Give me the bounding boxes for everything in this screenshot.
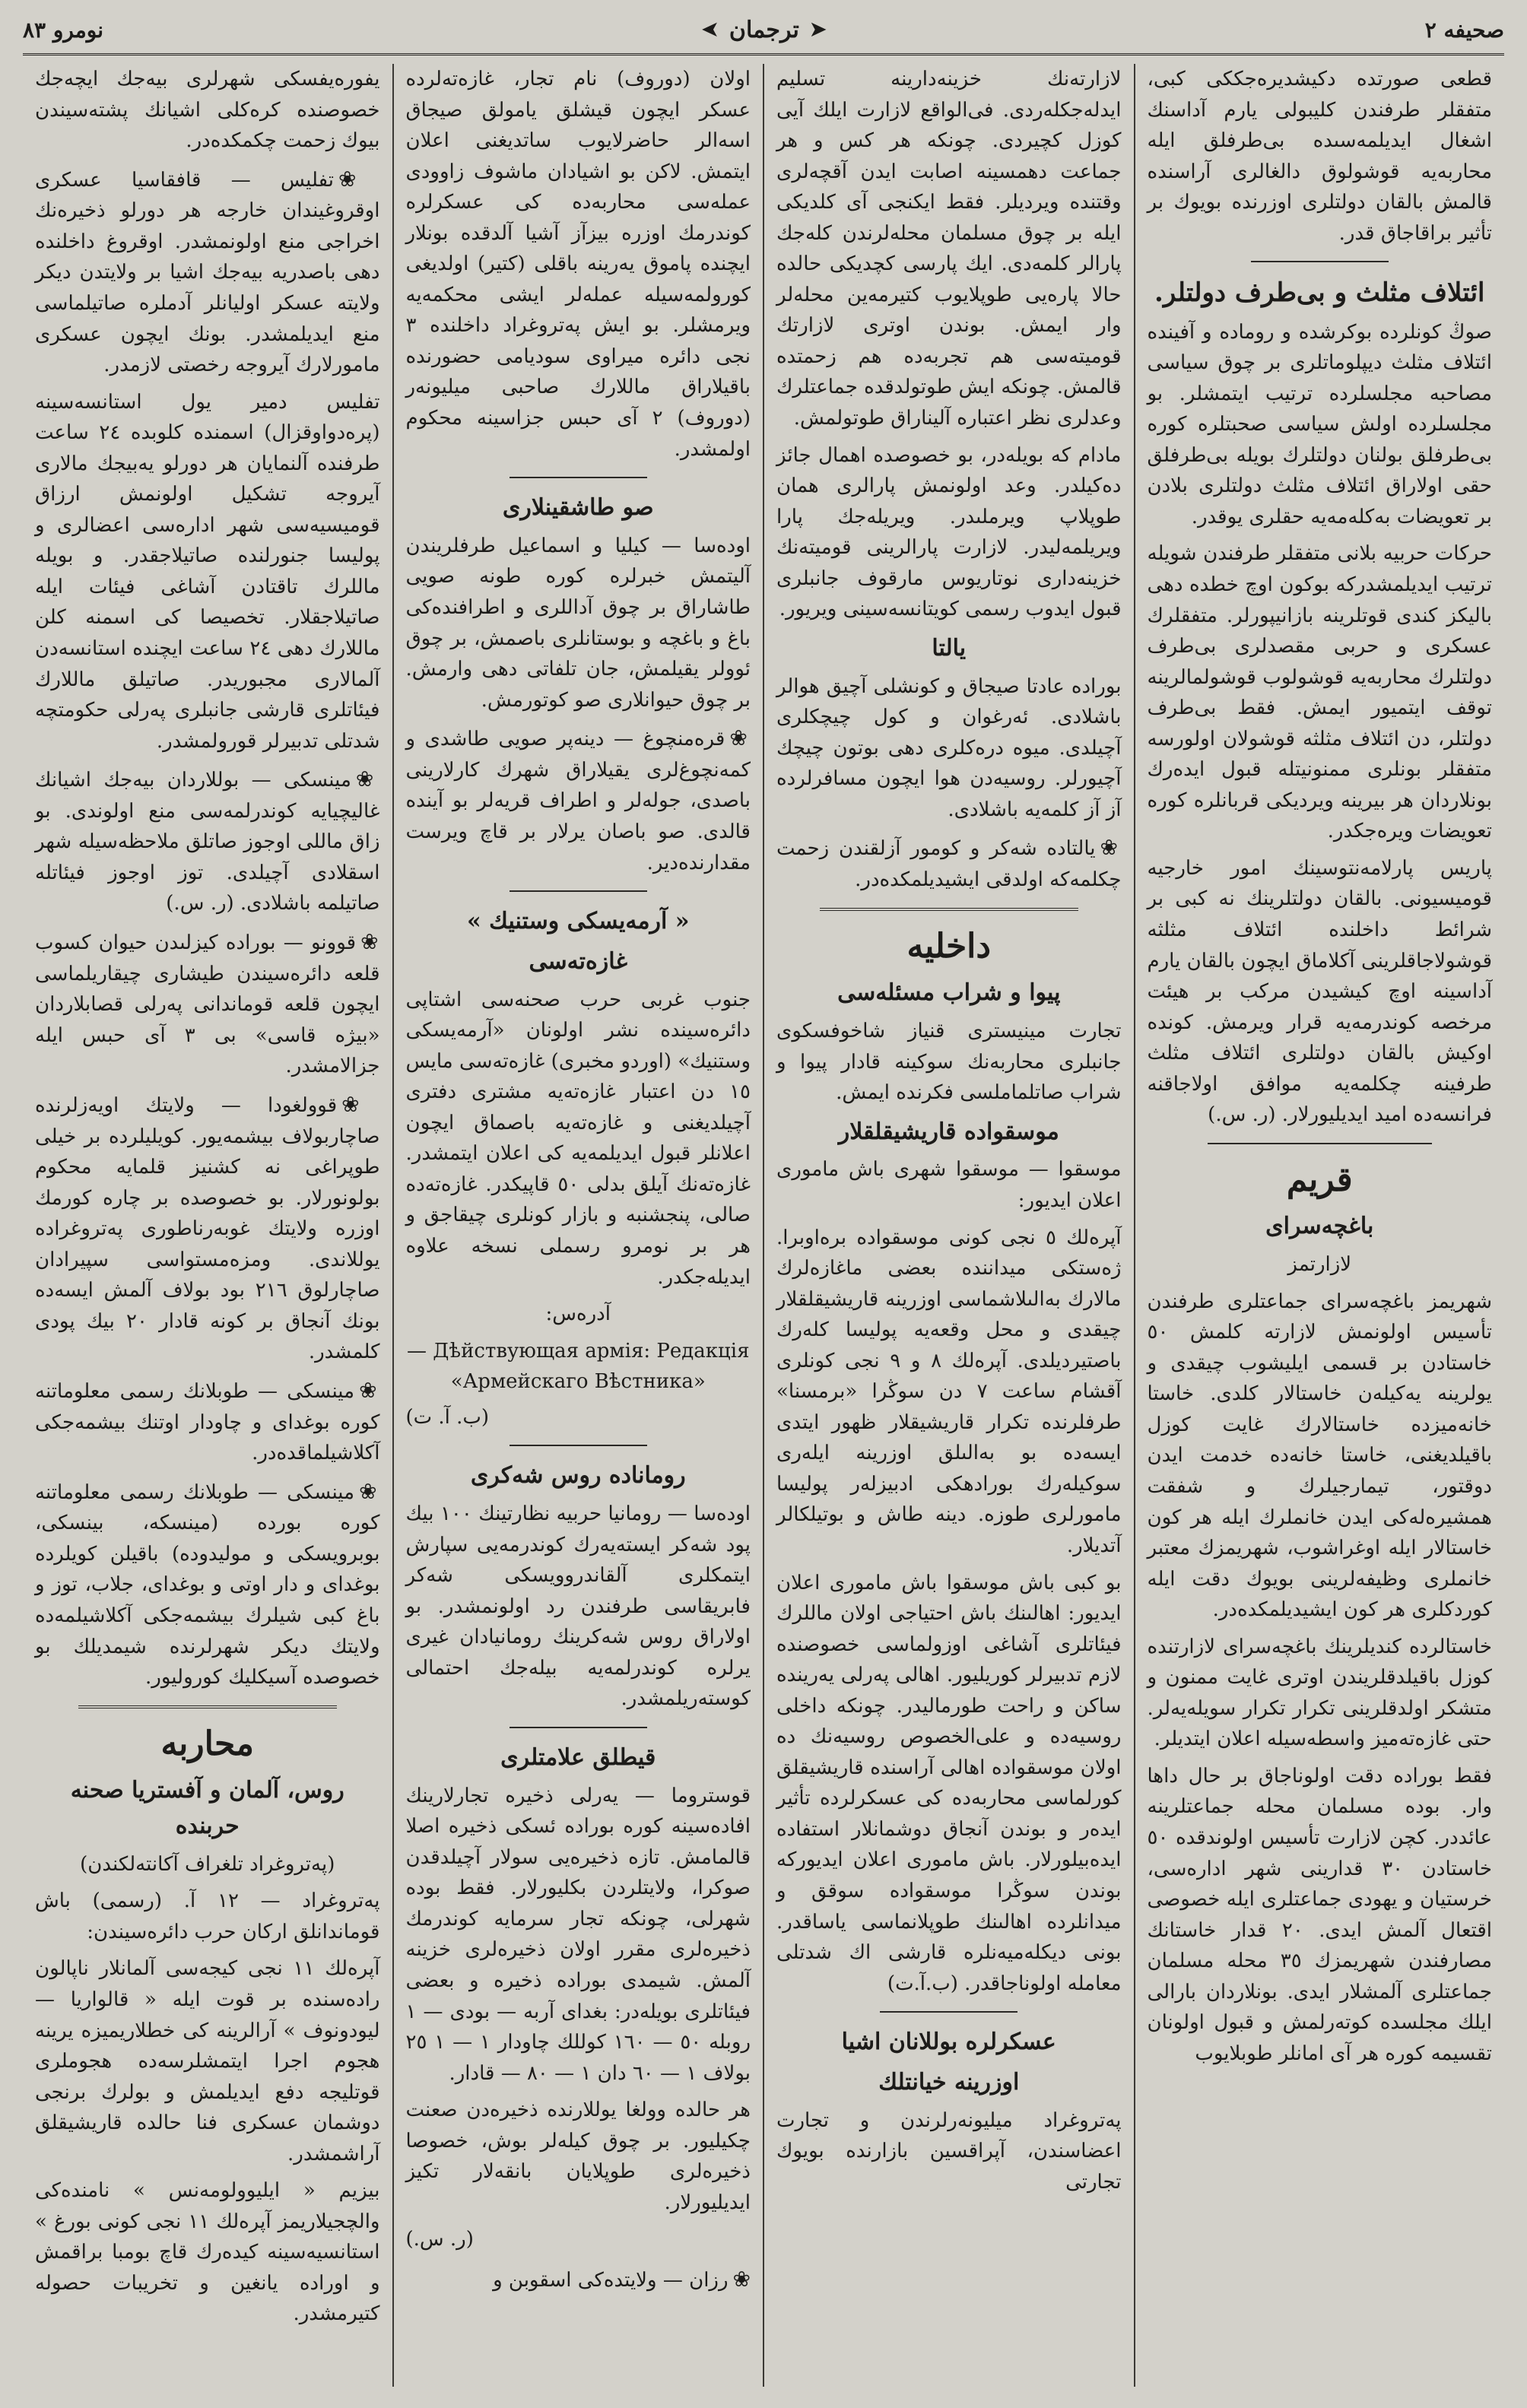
text-content: روماناده روس شەكرى bbox=[470, 1462, 686, 1490]
text-content: رزان — ولايتده‌كى اسقوبن و bbox=[493, 2268, 729, 2292]
article-paragraph bbox=[35, 163, 380, 381]
article-paragraph bbox=[406, 531, 751, 715]
text-content: مينسكى — طوبلانك رسمى معلوماتنه كوره بوغداى و چاودار اوتنك بيشمەجكى آكلاشيلماقدەدر. bbox=[35, 1379, 380, 1465]
article-paragraph bbox=[35, 763, 380, 919]
article-subheading bbox=[406, 1458, 751, 1494]
text-content: روس، آلمان و آفستريا صحنه حربنده bbox=[70, 1777, 344, 1840]
section-divider bbox=[510, 477, 647, 478]
text-content: تفليس دمير يول استانسەسينه (پرەدواوقزال) اسمنده كلوبده ٢٤ ساعت طرفنده آلنمايان هر دورلو يەبيجك مالارى آيروجه تشكيل اولونمش ارزاق قوميسيەسى شهر ادارەسى اعضالرى و پوليسا جنورلنده صاتيلاجقدر. و بويله ماللرك تاقتادن آشاغى فيئات ايله صاتيلاجقلار. تخصيصا كى اسمنه كلن ماللارك دهى ٢٤ ساعت ايچنده استانسەدن آلمالارى مجبوريدر. صاتيلق ماللارك فيئاتلرى قارشى جانبلرى پەرلى حكومتچه شدتلى تدبيرلر قورولمشدر. bbox=[35, 390, 380, 753]
flower-ornament-icon: ❀ bbox=[732, 2266, 751, 2292]
article-paragraph bbox=[35, 1374, 380, 1469]
paper-title-group bbox=[702, 17, 827, 43]
article-paragraph bbox=[776, 1016, 1122, 1109]
text-content: اودەسا — رومانيا حربيه نظارتينك ١٠٠ بيك پود شەكر ايستەيەرك كوندرمەيى سپارش ايتمكلرى آلقاندروويسكى شەكر فابريقاسى طرفندن رد اولونمشدر. بو اولاراق روس شەكرينك رومانيادان غيرى يرلره كوندرلمەيه بيلەجك احتمالى كوستەريلمشدر. bbox=[405, 1502, 751, 1711]
article-paragraph bbox=[1148, 1286, 1493, 1626]
text-content: بوراده عادتا صيجاق و كونشلى آچيق هوالر باشلادى. ئەرغوان و كول چيچكلرى آچيلدى. ميوه دره‌كلرى دهى بوتون چيچك آچيورلر. روسيەدن هوا ايچون مسافرلرده آز آز كلمەيه باشلادى. bbox=[776, 674, 1122, 821]
text-content: اوزرينه خيانتلك bbox=[878, 2068, 1020, 2095]
text-content: غازەتەسى bbox=[529, 947, 628, 975]
page-number: صحيفه ٢ bbox=[1424, 17, 1504, 43]
article-paragraph bbox=[406, 1499, 751, 1715]
article-paragraph bbox=[35, 1953, 380, 2169]
section-divider bbox=[1208, 1143, 1432, 1144]
article-signature bbox=[406, 1402, 751, 1433]
flower-ornament-icon: ❀ bbox=[341, 1091, 380, 1117]
text-content: عسكرلره بوللانان اشيا bbox=[841, 2029, 1056, 2056]
text-content: مينسكى — طوبلانك رسمى معلوماتنه كوره بورده (مينسكه، بينسكى، بوبرويسكى و موليدوده) باقيلن كويلرده بوغداى و دار اوتى و بوغداى، جلاب، توز و باغ كبى شيلرك بيشمەجكى آكلاشيلمەده ولايتك ديكر شهرلرنده شيمديلك بو خصوصده آسيكليك كوروليور. bbox=[35, 1480, 380, 1689]
article-paragraph bbox=[35, 1475, 380, 1693]
text-content: باغچه‌سراى bbox=[1265, 1213, 1374, 1240]
article-paragraph bbox=[776, 1154, 1122, 1216]
article-headline bbox=[1148, 274, 1493, 312]
flower-ornament-icon: ❀ bbox=[359, 1478, 380, 1504]
text-content: خاستالرده كنديلرينك باغچه‌سراى لازارتنده كوزل باقيلدقلريندن اوترى غايت ممنون و متشكر اولدقلرينى تكرار تكرار سويلەيەلر. حتى غازەتەميز واسطەسيلە اعلان ايتديلر. bbox=[1147, 1635, 1492, 1751]
text-content: قوونو — بوراده كيزلىدن حيوان كسوب قلعه دائرەسيندن طيشارى چيقاريلماسى ايچون قلعه قوماندانى پەرلى قصابلاردان «بيژه قاسى» بى ٣ آى حبس ايله جزالامشدر. bbox=[35, 931, 380, 1078]
text-content: (ر. س.) bbox=[405, 2228, 474, 2251]
section-divider bbox=[1251, 261, 1389, 262]
article-paragraph bbox=[406, 2095, 751, 2218]
article-paragraph bbox=[406, 64, 751, 465]
text-content: پەتروغراد — ١٢ آ. (رسمى) باش قوماندانلق اركان حرب دائرەسيندن: bbox=[35, 1889, 380, 1943]
text-content: جنوب غربى حرب صحنەسى اشتاپى دائرەسينده نشر اولونان «آرمەيسكى وستنيك» (اوردو مخبرى) غازەتەسى مايس ١٥ دن اعتبار غازەتەيه مشترى دفترى آچيلديغنى و غازەتەيه باصماق ايچون اعلانلر قبول ايديلمەيه كى اعلان ايتمشدر. غازەتەنك آيلق بدلى ٥٠ قاپيكدر. غازەتەده صالى، پنجشنبه و بازار كونلرى چيقاجق و هر بر نومرو رسملى نسخە علاوه ايديلەجكدر. bbox=[405, 988, 751, 1289]
text-content: « آرمەيسكى وستنيك » bbox=[466, 908, 690, 935]
section-divider bbox=[78, 1705, 337, 1708]
arrow-left-icon: ➤ bbox=[702, 18, 719, 41]
section-heading bbox=[1148, 1156, 1493, 1204]
section-divider bbox=[880, 2011, 1017, 2013]
text-content: محاربه bbox=[160, 1724, 254, 1763]
text-content: داخليه bbox=[906, 926, 991, 966]
flower-ornament-icon: ❀ bbox=[359, 1377, 380, 1403]
article-paragraph bbox=[35, 64, 380, 157]
text-content: بيزيم « ايليوولومەنس » نامندەكى والچجيلاريمز آپرەلك ١١ نجى كونى بورغ » استانسيەسينه كيدەرك قاچ بومبا براقمش و اوراده يانغين و تخريبات حصوله كتيرمشدر. bbox=[35, 2179, 380, 2326]
flower-ornament-icon: ❀ bbox=[1100, 835, 1122, 861]
text-content: آپرەلك ١١ نجى كيجەسى آلمانلار ناپالون رادەسنده بر قوت ايله « قالواريا — ليودونوف » آرالرينه كى خطلاريميزه يرينه هجوم اجرا ايتمشلرسەده هجوملرى قوتليجه دفع ايديلمش و بولرك برنجى دوشمان عسكرى فنا حالده قاريشيقلق آراشمشدر. bbox=[35, 1957, 380, 2165]
text-content: لازارتەنك خزينەدارينە تسليم ايدلەجكلەردى. فى‌الواقع لازارت ايلك آيى كوزل كچيردى. چونكه هر كس و هر جماعت دهمسينه اصابت ايدن آقچەلرى وقتنده ويرديلر. فقط ايكنجى آى كلديكى ايله بر چوق مسلمان محلەلرندن كلەجك پارالر كلمەدى. ايك پارسى كچديكى حالده حالا پاره‌يى طوپلايوب كتيرمەين محلەلر وار ايمش. بوندن اوترى لازارتك قوميتەسى هم تجربەده هم زحمتده قالمش. چونكه ايش طوتولدقده جماعتلرك وعدلرى نظر اعتباره آليناراق طوتولمش. bbox=[776, 68, 1122, 430]
article-paragraph bbox=[1148, 538, 1493, 846]
text-content: موسقواده قاريشيقلقلار bbox=[838, 1118, 1059, 1145]
text-content: پەتروغراد ميليونەرلرندن و تجارت اعضاسندن، آپراقسين بازارنده بويوك تجارتى bbox=[776, 2108, 1122, 2194]
columns bbox=[23, 64, 1504, 2387]
text-content: مادام كه بويلەدر، بو خصوصده اهمال جائز دەكيلدر. وعد اولونمش پارالرى همان طوپلاپ ويرملىدر. ويريلەجك پارا ويريلمەليدر. لازارت پارالرينى قوميتەنك خزينەدارى نوتاريوس مارقوف جانبلرى قبول ايدوب رسمى كويتانسەسينى ويريور. bbox=[776, 443, 1122, 621]
text-content: يالتا bbox=[932, 634, 967, 661]
article-paragraph bbox=[776, 671, 1122, 826]
text-content: قيطلق علامتلرى bbox=[500, 1743, 656, 1771]
text-content: لازارتمز bbox=[1287, 1253, 1352, 1277]
flower-ornament-icon: ❀ bbox=[360, 929, 380, 955]
text-content: يالتاده شەكر و كومور آزلقندن زحمت چكلمەكه اولدقى ايشيديلمكدەدر. bbox=[776, 837, 1122, 892]
article-paragraph bbox=[406, 1781, 751, 2089]
article-paragraph bbox=[406, 2263, 751, 2296]
section-divider bbox=[510, 1727, 647, 1728]
article-paragraph bbox=[1148, 64, 1493, 249]
article-subheading bbox=[776, 631, 1122, 667]
article-paragraph bbox=[35, 1088, 380, 1368]
issue-number: نومرو ٨٣ bbox=[23, 17, 104, 43]
article-paragraph bbox=[776, 64, 1122, 434]
text-content: پيوا و شراب مسئلەسى bbox=[837, 979, 1061, 1007]
text-content: بو كبى باش موسقوا باش مامورى اعلان ايديور: اهالىنك باش احتياجى اولان ماللرك فيئاتلرى آشاغى اوزولماسى خصوصنده لازم تدبيرلر كوريليور. اهالى پەرلى يەرينده ساكن و راحت طورماليدر. چونكه داخلى روسيەده و على‌الخصوص روسيەنك ده اولان موسقواده اهالى آراسنده قاريشيقلق كورلماسى محاربەده كى عسكرلرده تأثير ايدەر و بوندن آنجاق دوشمانلار استفاده ايدەبيلورلار. باش مامورى اعلان ايديوركه بوندن سوڭرا موسقواده سوقق و ميدانلرده اهالىنك طوپلانماسى ياساقدر. بونى ديكلەميەنلره قارشى اك شدتلى معامله اولوناجاقدر. (ب.آ.ت) bbox=[776, 1571, 1122, 1995]
article-paragraph bbox=[1148, 853, 1493, 1131]
text-content: ائتلاف مثلث و بى‌طرف دولتلر. bbox=[1154, 278, 1485, 309]
article-note bbox=[1148, 1249, 1493, 1280]
text-content: قطعى صورتده دكيشديرەجككى كبى، متفقلر طرفندن كليبولى يارم آداسنك اشغال ايديلمەسىده بى‌طرفلق ايله محاربەيه قوشولوق دالغالرى آراسنده قالمش بالقان دولتلرى اوزرنده بويوك بر تأثير براقاجاق قدر. bbox=[1147, 68, 1492, 245]
text-content: پاريس پارلامەنتوسينك امور خارجيه قوميسيونى. بالقان دولتلرينك نه كبى بر شرائط داخلنده ائتلاف مثلثه قوشولاجاقلرينى آكلاماق ايچون بالقان يارم آداسينه اوچ كيشيدن مركب بر هيئت مرخصه كوندرمەيه قرار ويرمش. كونده اوكيش بالقان دولتلرى ائتلاف مثلث طرفينه چكلمەيه موافق اولاجاقنه فرانسەده اميد ايديليورلار. (ر. س.) bbox=[1147, 856, 1492, 1127]
text-content: قوولغودا — ولايتك اويەزلرنده صاچاربولاف بيشمەيور. كويليلرده بر خيلى طوپراغى نه كشنيز قلمايه محكوم بولونورلار. بو خصوصده بر چاره كورمك اوزره ولايتك غوبەرناطورى پەتروغراده يوللاندى. ومزەمستواسى سپيرادان صاچارلوق ٢١٦ بود بولاف آلمش ايسەده بونك آنجاق بر كونه قادار ٢٠ بيك پودى كلمشدر. bbox=[35, 1093, 380, 1364]
article-paragraph bbox=[35, 1886, 380, 1947]
text-content: اولان (دوروف) نام تجار، غازەتەلرده عسكر ايچون قيشلق يامولق صيجاق اسەالر حاضرلايوب ساتديغنى اعلان ايتمش. لاكن بو اشيادان ماشوف زاوودى عملەسى محاربەده كى عسكرلره كوندرمك اوزره بيزآز آشيا آلدقده بونلار ايچنده پاموق يەرينه باقلى (كتير) اولديغى كورولمەسيلە عملەلر ايشى محكمەيه ويرمشلر. بو ايش پەتروغراد داخلنده ٣ نجى دائره ميراوى سوديامى حضورنده باقيلاراق ماللارك صاحبى ميليونەر (دوروف) ٢ آى حبس جزاسينه محكوم اولمشدر. bbox=[405, 68, 751, 461]
article-subheading bbox=[1148, 1209, 1493, 1245]
arrow-right-icon: ➤ bbox=[809, 18, 827, 41]
column-4 bbox=[23, 64, 392, 2387]
text-content: صوڭ كونلرده بوكرشده و روماده و آفينده ائتلاف مثلث ديپلوماتلرى بر چوق سياسى مصاحبه مجلسلرده ترتيب ايتمشلر. بو مجلسلرده اولش سياسى صحبتلره كوره بى‌طرفلق بولنان دولتلرك بويله بى‌طرفلق حقى اولاراق ائتلاف مثلث دولتلرى بلادن بر تعويضات بەكلەمەيه حقلرى يوقدر. bbox=[1147, 320, 1492, 528]
text-content: موسقوا — موسقوا شهرى باش مامورى اعلان ايديور: bbox=[776, 1158, 1122, 1212]
column-3 bbox=[392, 64, 764, 2387]
text-content: اودەسا — كيليا و اسماعيل طرفلريندن آليتمش خبرلره كوره طونه صويى طاشاراق بر چوق آداللرى و اطرافندەكى باغ و باغچه و بوستانلرى باصمش، بر چوق ئوولر يقيلمش، جان تلفاتى دهى وارمش. بر چوق حيوانلارى صو كوتورمش. bbox=[405, 534, 751, 712]
text-content: شهريمز باغچه‌سراى جماعتلرى طرفندن تأسيس اولونمش لازارته كلمش ٥٠ خاستادن بر قسمى ايليشوب چيقدى و يولرينه يەكيلەن خاستالار كلدى. خاستا خانەميزده خاستالارك غايت كوزل باقيلديغنى، خاستا خانەده خدمت ايدن دوقتور، تيمارجيلرك و شفقت همشيرەلەكى ايدن خانملرك ايله هر كون خاستالار ايله اوغراشوب، شهريمزك معتبر خانملرى وظيفەلرينى بويوك دقت ايله كوردكلرى هر كون ايشيديلمكدەدر. bbox=[1147, 1290, 1492, 1622]
article-paragraph bbox=[1148, 1632, 1493, 1755]
text-content: آپرەلك ٥ نجى كونى موسقواده برەاوبرا. ژەستكى ميداننده بعضى ماغازەلرك مالارك بەالىلاشماسى اوزرينه قاريشيقلقلار چيقدى و محل وقعەيه پوليسا كلەرك باصتيرديلدى. آپرەلك ٨ و ٩ نجى كونلرى آقشام ساعت ٧ دن سوڭرا «برمسنا» طرفلرنده تكرار قاريشيقلار ظهور ايتدى ايسه‌ده بو بەالىلق اوزرينه ايلەرى سوكيلەرك بورادهكى ادبيزلەر پوليسا مامورلرى طوزه. دينه طاش و بوتيلكالر آتديلار. bbox=[776, 1226, 1122, 1557]
masthead bbox=[23, 6, 1504, 56]
article-subheading bbox=[406, 1740, 751, 1776]
section-heading bbox=[35, 1721, 380, 1768]
column-1 bbox=[1134, 64, 1505, 2387]
section-divider bbox=[510, 1445, 647, 1446]
article-paragraph bbox=[776, 440, 1122, 625]
article-paragraph bbox=[406, 722, 751, 878]
article-paragraph bbox=[35, 387, 380, 757]
article-subheading bbox=[35, 1773, 380, 1845]
text-content: مينسكى — بوللاردان بيەجك اشيانك غاليچيايه كوندرلمەسى منع اولوندى. بو زاق ماللى اوجوز صاتلق ملاحظەسيله شهر اسقلادى آچيلدى. توز اوجوز فيئاتله صاتيلمه باشلادى. (ر. س.) bbox=[35, 769, 380, 915]
text-content: قوستروما — يەرلى ذخيره تجارلارينك افادەسينه كوره بوراده ئسكى ذخيره اصلا قالمامش. تازه ذخيرەيى سولار آچيلدقدن صوكرا، ولايتلردن بكليورلار. فقط بوده شهرلى، چونكه تجار سرمايه كوندرمك ذخيرەلرى مقرر اولان ذخيرەلرى خزينه آلمش. شيمدى بوراده ذخيره و بعضى فيئاتلرى بويلەدر: بغداى آربه — بودى — ١ روبله ٥٠ — ١٦٠ كوللك چاودار ١ — ١ ٢٥ بولاف ١ — ٦٠ دان ١ — ٨٠ — قادار. bbox=[405, 1784, 751, 2085]
text-content: فقط بوراده دقت اولوناجاق بر حال داها وار. بوده مسلمان محله جماعتلرينه عائددر. كچن لازارت تأسيس اولوندقده ٥٠ خاستادن ٣٠ قدارينى شهر ادارەسى، خرستيان و يهودى جماعتلرى ايله خصوصى اقتعال آلمش ايدى. ٢٠ قدار خاستانك مصارفندن شهريمزك ٣٥ محله مسلمان جماعتلرى آلمشلار ايدى. بونلاردان بارالى ايلك مجلسده كوتەرلمش و قبول اولونان تقسيمە كوره هر آى امانلر طوبلايوب bbox=[1147, 1764, 1492, 2065]
article-paragraph bbox=[1148, 1761, 1493, 2069]
article-note bbox=[35, 1849, 380, 1880]
section-heading bbox=[776, 923, 1122, 970]
section-divider bbox=[510, 890, 647, 892]
text-content: — Дѣйствующая армія: Редакція «Армейскаго Вѣстника» bbox=[407, 1339, 750, 1394]
article-paragraph bbox=[35, 925, 380, 1082]
article-subheading bbox=[776, 976, 1122, 1011]
text-content: حركات حربيه بلانى متفقلر طرفندن شويله ترتيب ايديلمشدركه بوكون اوچ خطده دهى باليكز كندى قوتلرينه بازانيپورلر. متفقلرك عسكرى و حربى مقصدلرى بى‌طرف دولتلرك محاربەيه قوشولوب قوشولمالرينه توقف ايتميور ايمش. فقط بى‌طرف دولتلر، دن ائتلاف مثلثه قوشولان اولورسه متفقلر بونلرى ممنونيتله قبول ايدەرك بونلاردان هر بيرينه ويرديكى قربانلره كوره تعويضات ويرەجكدر. bbox=[1147, 542, 1492, 843]
article-paragraph bbox=[776, 831, 1122, 895]
text-content: تفليس — قافقاسيا عسكرى اوقروغيندان خارجه هر دورلو ذخيرەنك اخراجى منع اولونمشدر. اوقروغ داخلنده دهى باصدريه بيەجك اشيا بر ولايتدن ديكر ولايته عسكر اوليانلر آدملره صاتيلماسى منع ايديلمشدر. بونك ايچون عسكرى مامورلارك آيروجه رخصتى لازمدر. bbox=[35, 168, 380, 377]
text-content: (ب. آ. ت) bbox=[405, 1405, 490, 1429]
article-paragraph bbox=[35, 2175, 380, 2330]
article-subheading bbox=[406, 904, 751, 940]
text-content: يفورەيفسكى شهرلرى بيەجك ايچەجك خصوصنده كرەكلى اشيانك پشته‌سيندن بيوك زحمت چكمكدەدر. bbox=[35, 68, 380, 153]
flower-ornament-icon: ❀ bbox=[338, 166, 380, 192]
latin-address bbox=[406, 1336, 751, 1398]
text-content: قريم bbox=[1286, 1160, 1353, 1199]
section-divider bbox=[820, 908, 1078, 911]
flower-ornament-icon: ❀ bbox=[729, 725, 751, 751]
article-subheading bbox=[406, 490, 751, 526]
text-content: قرەمنچوغ — دينەپر صويى طاشدى و كمەنچوغ‌لرى يقيلاراق شهرك كارلارينى باصدى، جولەلر و اطراف قريەلر بو آينده قالدى. صو باصان يرلار بر قاچ ويرست مقدارنده‌دير. bbox=[405, 728, 751, 874]
text-content: (پەتروغراد تلغراف آكانتەلكندن) bbox=[80, 1852, 335, 1876]
article-paragraph bbox=[776, 1223, 1122, 1562]
article-subheading bbox=[776, 2065, 1122, 2101]
article-subheading bbox=[406, 944, 751, 980]
article-paragraph bbox=[776, 1568, 1122, 2000]
article-paragraph bbox=[776, 2105, 1122, 2198]
article-signature bbox=[406, 2224, 751, 2255]
article-subheading bbox=[776, 2025, 1122, 2061]
flower-ornament-icon: ❀ bbox=[355, 766, 380, 792]
paper-title: ترجمان bbox=[729, 16, 799, 43]
text-content: آدرەس: bbox=[545, 1302, 611, 1326]
column-2 bbox=[763, 64, 1134, 2387]
text-content: صو طاشقينلارى bbox=[502, 494, 654, 522]
article-paragraph bbox=[406, 985, 751, 1293]
article-note bbox=[406, 1299, 751, 1330]
text-content: تجارت مينيسترى قنياز شاخوفسكوى جانبلرى محاربەنك سوكينه قادار پيوا و شراب صاتلماملسى فكرنده ايمش. bbox=[776, 1019, 1122, 1105]
text-content: هر حالده وولغا يوللارنده ذخيرەدن صعنت چكيليور. بر چوق كيلەلر بوش، خصوصا ذخيرەلرى طوپلايان بانقەلار تكيز ايديليورلار. bbox=[405, 2099, 751, 2214]
article-paragraph bbox=[1148, 317, 1493, 533]
article-subheading bbox=[776, 1115, 1122, 1150]
